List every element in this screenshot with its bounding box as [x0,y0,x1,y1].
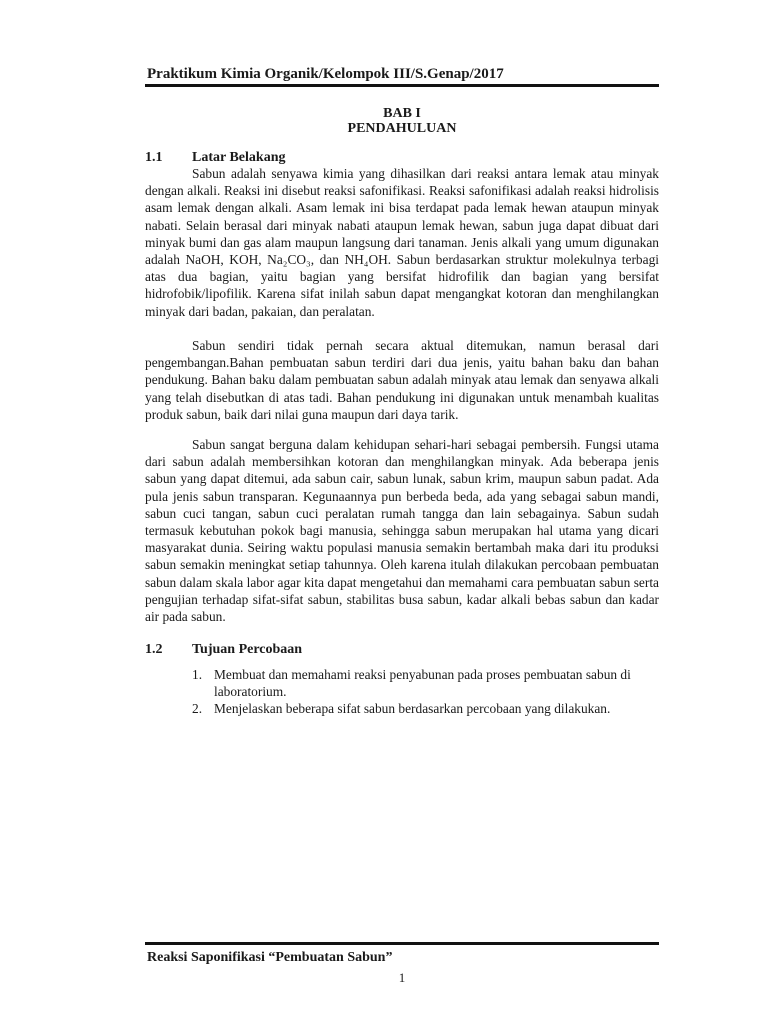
list-item-text: Menjelaskan beberapa sifat sabun berdasarkan percobaan yang dilakukan. [214,701,611,717]
section-title: Latar Belakang [192,150,286,165]
list-marker: 1. [192,667,203,682]
section-number: 1.1 [145,150,163,165]
section-number: 1.2 [145,642,163,657]
paragraph-2: Sabun sendiri tidak pernah secara aktual ditemukan, namun berasal dari pengembangan.Bahan pembuatan sabun terdiri dari dua jenis, yaitu bahan baku dan bahan pendukung. Bahan baku dalam pembuatan sabun adalah minyak atau lemak dan senyawa alkali yang telah disebutkan di atas tadi. Bahan pendukung ini digunakan untuk menambah kualitas produk sabun, baik dari nilai guna maupun dari daya tarik. [145,338,659,422]
section-title: Tujuan Percobaan [192,642,303,657]
header-title: Praktikum Kimia Organik/Kelompok III/S.Genap/2017 [147,66,504,82]
page-number: 1 [398,970,406,985]
footer-title: Reaksi Saponifikasi “Pembuatan Sabun” [147,950,393,965]
chapter-title: PENDAHULUAN [347,121,457,136]
paragraph-3: Sabun sangat berguna dalam kehidupan sehari-hari sebagai pembersih. Fungsi utama dari sabun adalah membersihkan kotoran dan menghilangkan minyak. Ada beberapa jenis sabun yang dapat ditemui, ada sabun cair, sabun lunak, sabun krim, maupun sabun padat. Ada pula jenis sabun transparan. Kegunaannya pun berbeda beda, ada yang sebagai sabun mandi, sabun cuci tangan, sabun cuci peralatan rumah tangga dan lain sebagainya. Sabun sudah termasuk kebutuhan pokok bagi manusia, sehingga sabun merupakan hal utama yang dicari masyarakat dunia. Seiring waktu populasi manusia semakin bertambah maka dari itu produksi sabun semakin meningkat setiap tahunnya. Oleh karena itulah dilakukan percobaan pembuatan sabun dalam skala labor agar kita dapat mengetahui dan memahami cara pembuatan sabun serta pengujian terhadap sifat-sifat sabun, stabilitas busa sabun, kadar alkali bebas sabun dan kadar air pada sabun. [145,437,659,625]
section-heading-objectives [145,642,659,658]
list-item-text: Membuat dan memahami reaksi penyabunan pada proses pembuatan sabun di laboratorium. [214,667,631,700]
objectives-list [192,666,659,718]
paragraph-1: Sabun adalah senyawa kimia yang dihasilkan dari reaksi antara lemak atau minyak dengan alkali. Reaksi ini disebut reaksi safonifikasi. Reaksi safonifikasi adalah reaksi hidrolisis asam lemak dengan alkali. Asam lemak ini bisa terdapat pada lemak hewan ataupun minyak nabati. Selain berasal dari minyak nabati ataupun lemak hewan, sabun juga dapat dibuat dari minyak bumi dan gas alam maupun langsung dari tanaman. Jenis alkali yang umum digunakan adalah NaOH, KOH, Na₂CO₃, dan NH₄OH. Sabun berdasarkan struktur molekulnya terbagi atas dua bagian, yaitu bagian yang bersifat hidrofilik dan bagian yang bersifat hidrofobik/lipofilik. Karena sifat inilah sabun dapat mengangkat kotoran dan menghilangkan minyak dari badan, pakaian, dan peralatan. [145,166,659,319]
chapter-number: BAB I [383,106,421,121]
list-marker: 2. [192,701,203,717]
header-rule [145,84,659,87]
footer-rule [145,942,659,945]
section-heading-background [145,150,659,166]
list-item [192,700,659,717]
list-item [192,666,659,700]
